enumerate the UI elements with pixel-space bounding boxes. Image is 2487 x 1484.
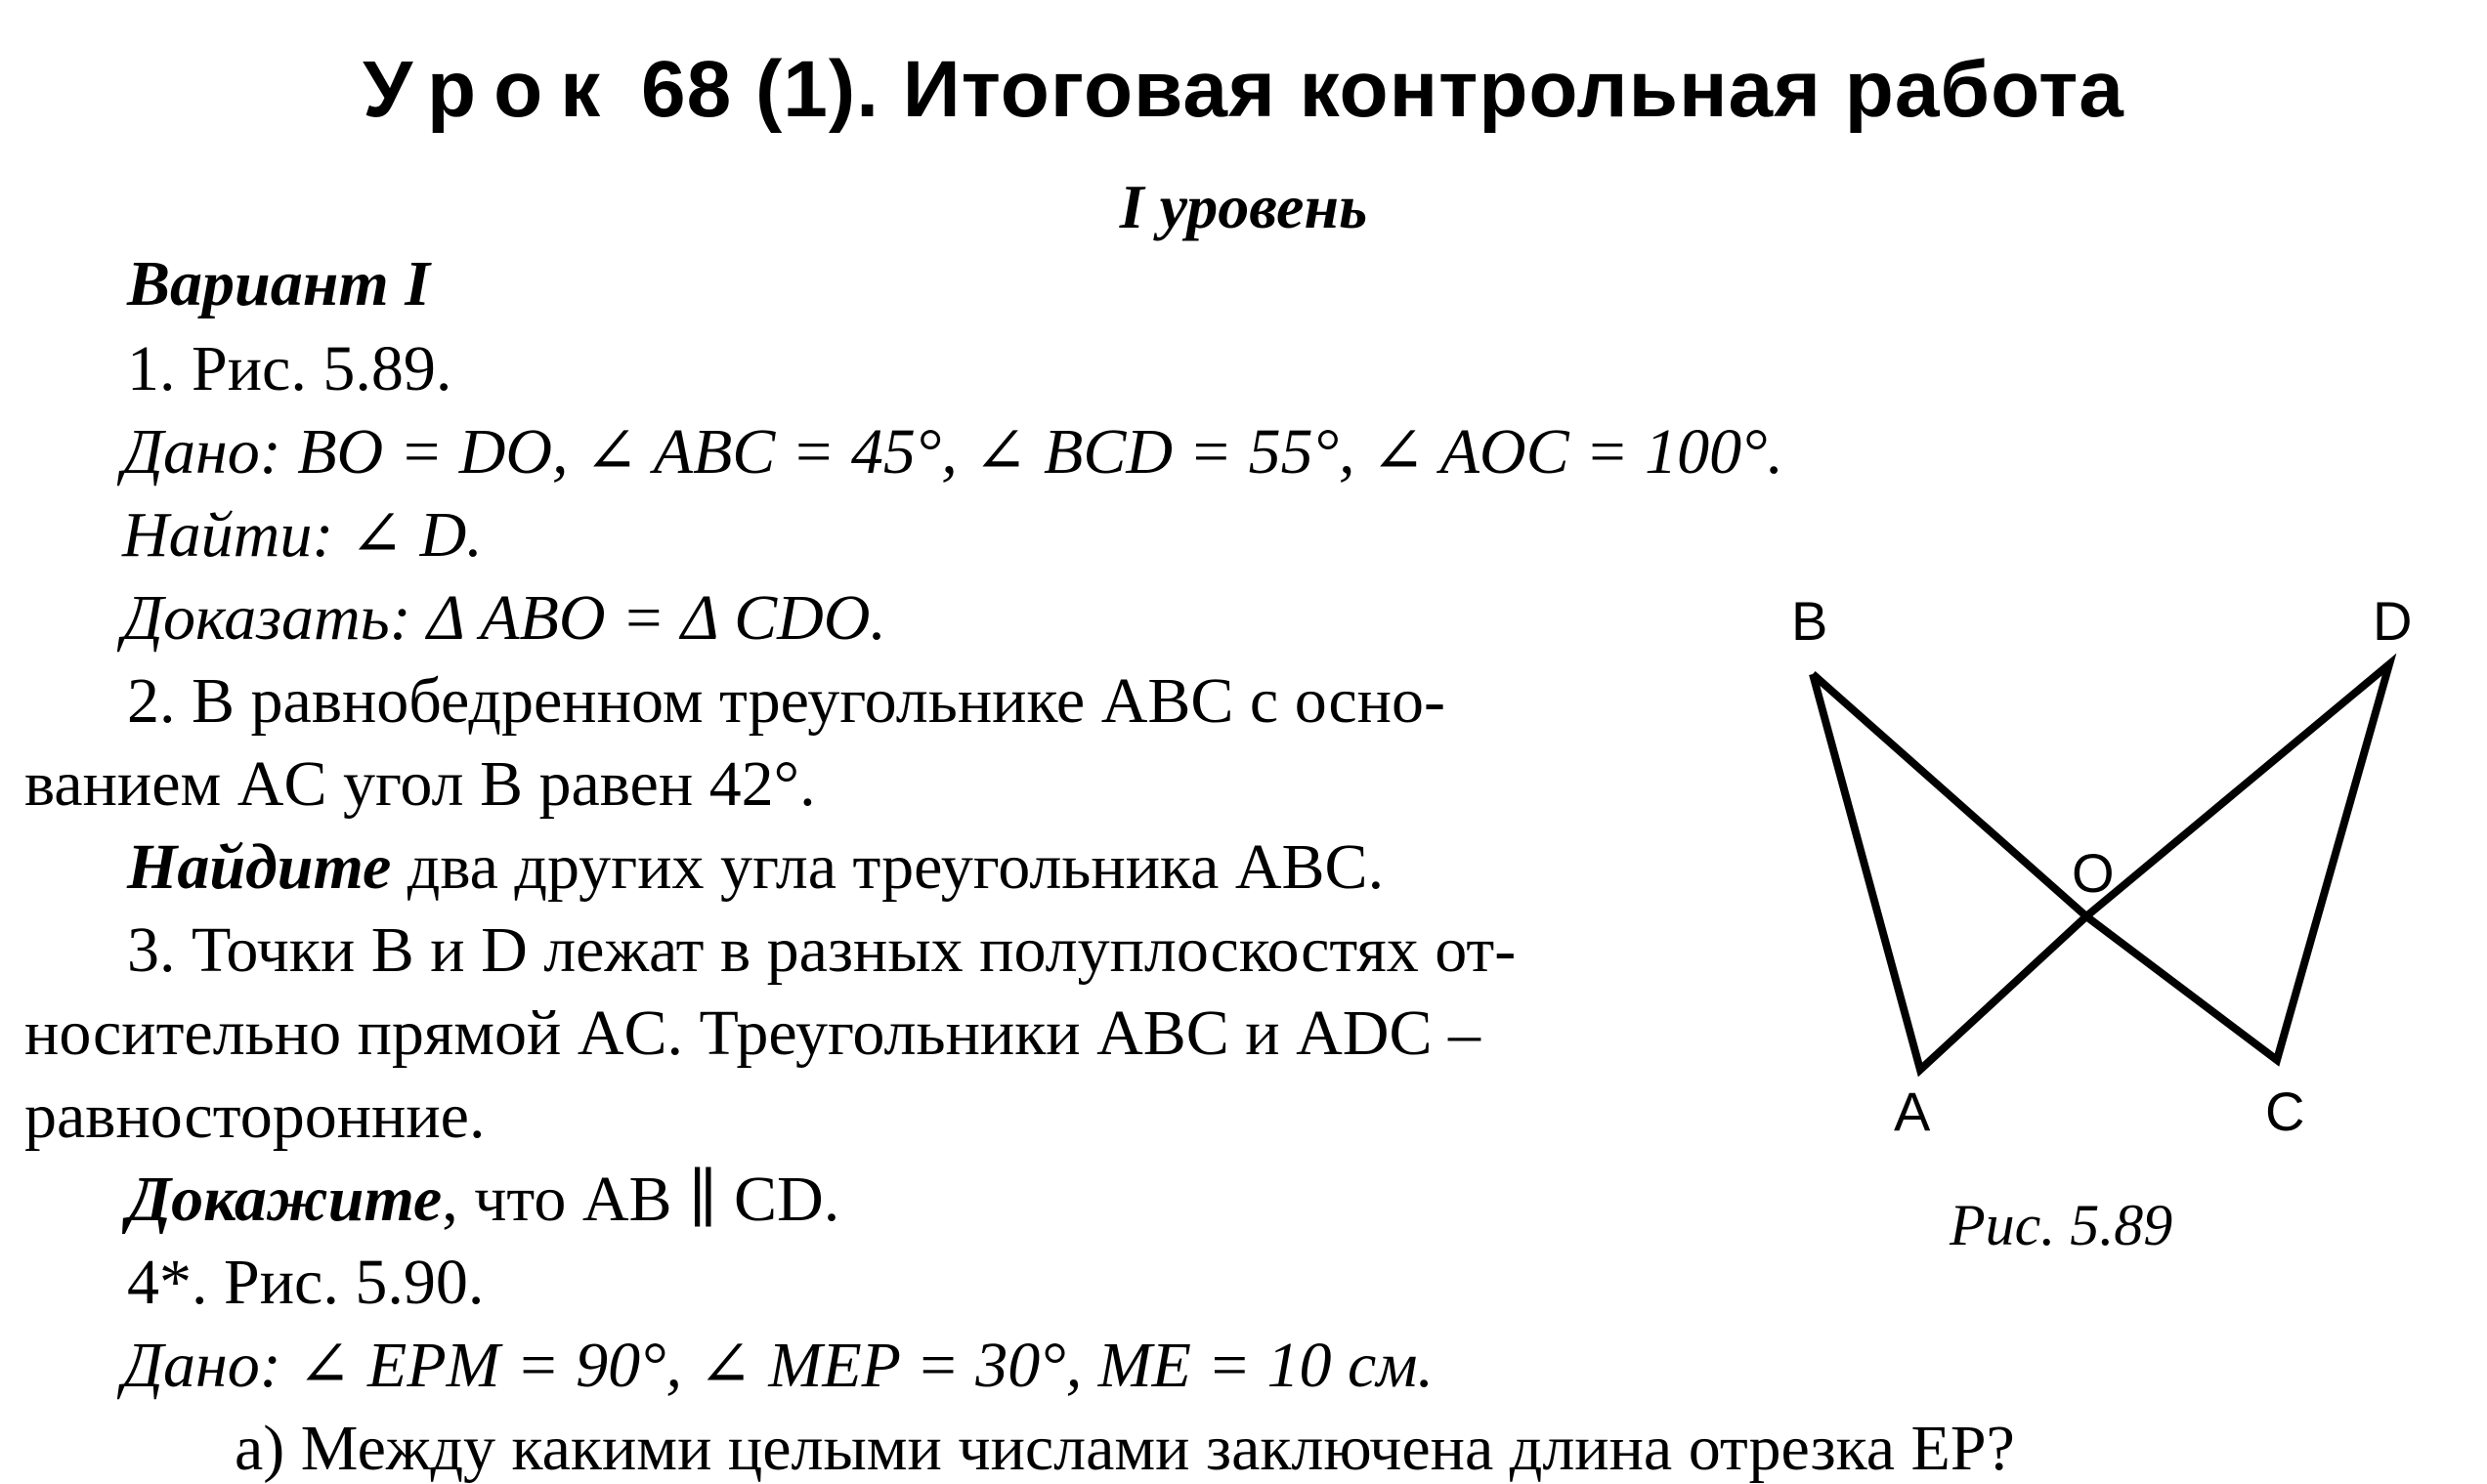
task4-given-label: Дано bbox=[122, 1330, 260, 1401]
task4-given-text: : ∠ EPM = 90°, ∠ MEP = 30°, ME = 10 см. bbox=[259, 1330, 1434, 1401]
task1-find-text: : ∠ D. bbox=[312, 499, 483, 571]
label-C: C bbox=[2265, 1081, 2305, 1142]
task1-prove-label: Доказать bbox=[122, 582, 390, 654]
task4-part-a: а) Между какими целыми числами заключена длина отрезка EP? bbox=[235, 1413, 2015, 1484]
task3-prove-text: , что AB ∥ CD. bbox=[442, 1164, 840, 1235]
level-heading: I уровень bbox=[1119, 172, 1368, 241]
task2-find-text: два других угла треугольника ABC. bbox=[391, 831, 1385, 903]
figure-caption: Рис. 5.89 bbox=[1950, 1193, 2173, 1257]
task3-prove-label: Докажите bbox=[127, 1164, 443, 1235]
label-O: O bbox=[2072, 842, 2115, 904]
task3-line1: 3. Точки B и D лежат в разных полуплоскостях от- bbox=[127, 914, 1517, 986]
task1-given-label: Дано bbox=[122, 416, 260, 488]
task1-given-text: : BO = DO, ∠ ABC = 45°, ∠ BCD = 55°, ∠ AOC = 100°. bbox=[259, 416, 1784, 488]
task3-line3: равносторонние. bbox=[24, 1081, 486, 1152]
variant-heading: Вариант I bbox=[127, 248, 430, 319]
task1-find-label: Найти bbox=[122, 499, 313, 571]
label-D: D bbox=[2373, 590, 2413, 652]
label-B: B bbox=[1791, 590, 1828, 652]
task4-line1: 4*. Рис. 5.90. bbox=[127, 1247, 485, 1318]
task1-line1: 1. Рис. 5.89. bbox=[127, 333, 452, 404]
task2-line2: ванием AC угол B равен 42°. bbox=[24, 748, 816, 820]
task3-line2: носительно прямой AC. Треугольники ABC и ADC – bbox=[24, 997, 1480, 1069]
task1-prove-text: : Δ ABO = Δ CDO. bbox=[389, 582, 886, 654]
title-rest: 68 (1). Итоговая контрольная работа bbox=[641, 45, 2124, 134]
title-word: Урок bbox=[363, 45, 619, 134]
task2-find-label: Найдите bbox=[127, 831, 392, 903]
task2-line1: 2. В равнобедренном треугольнике ABC с осно- bbox=[127, 665, 1445, 737]
label-A: A bbox=[1894, 1081, 1931, 1142]
